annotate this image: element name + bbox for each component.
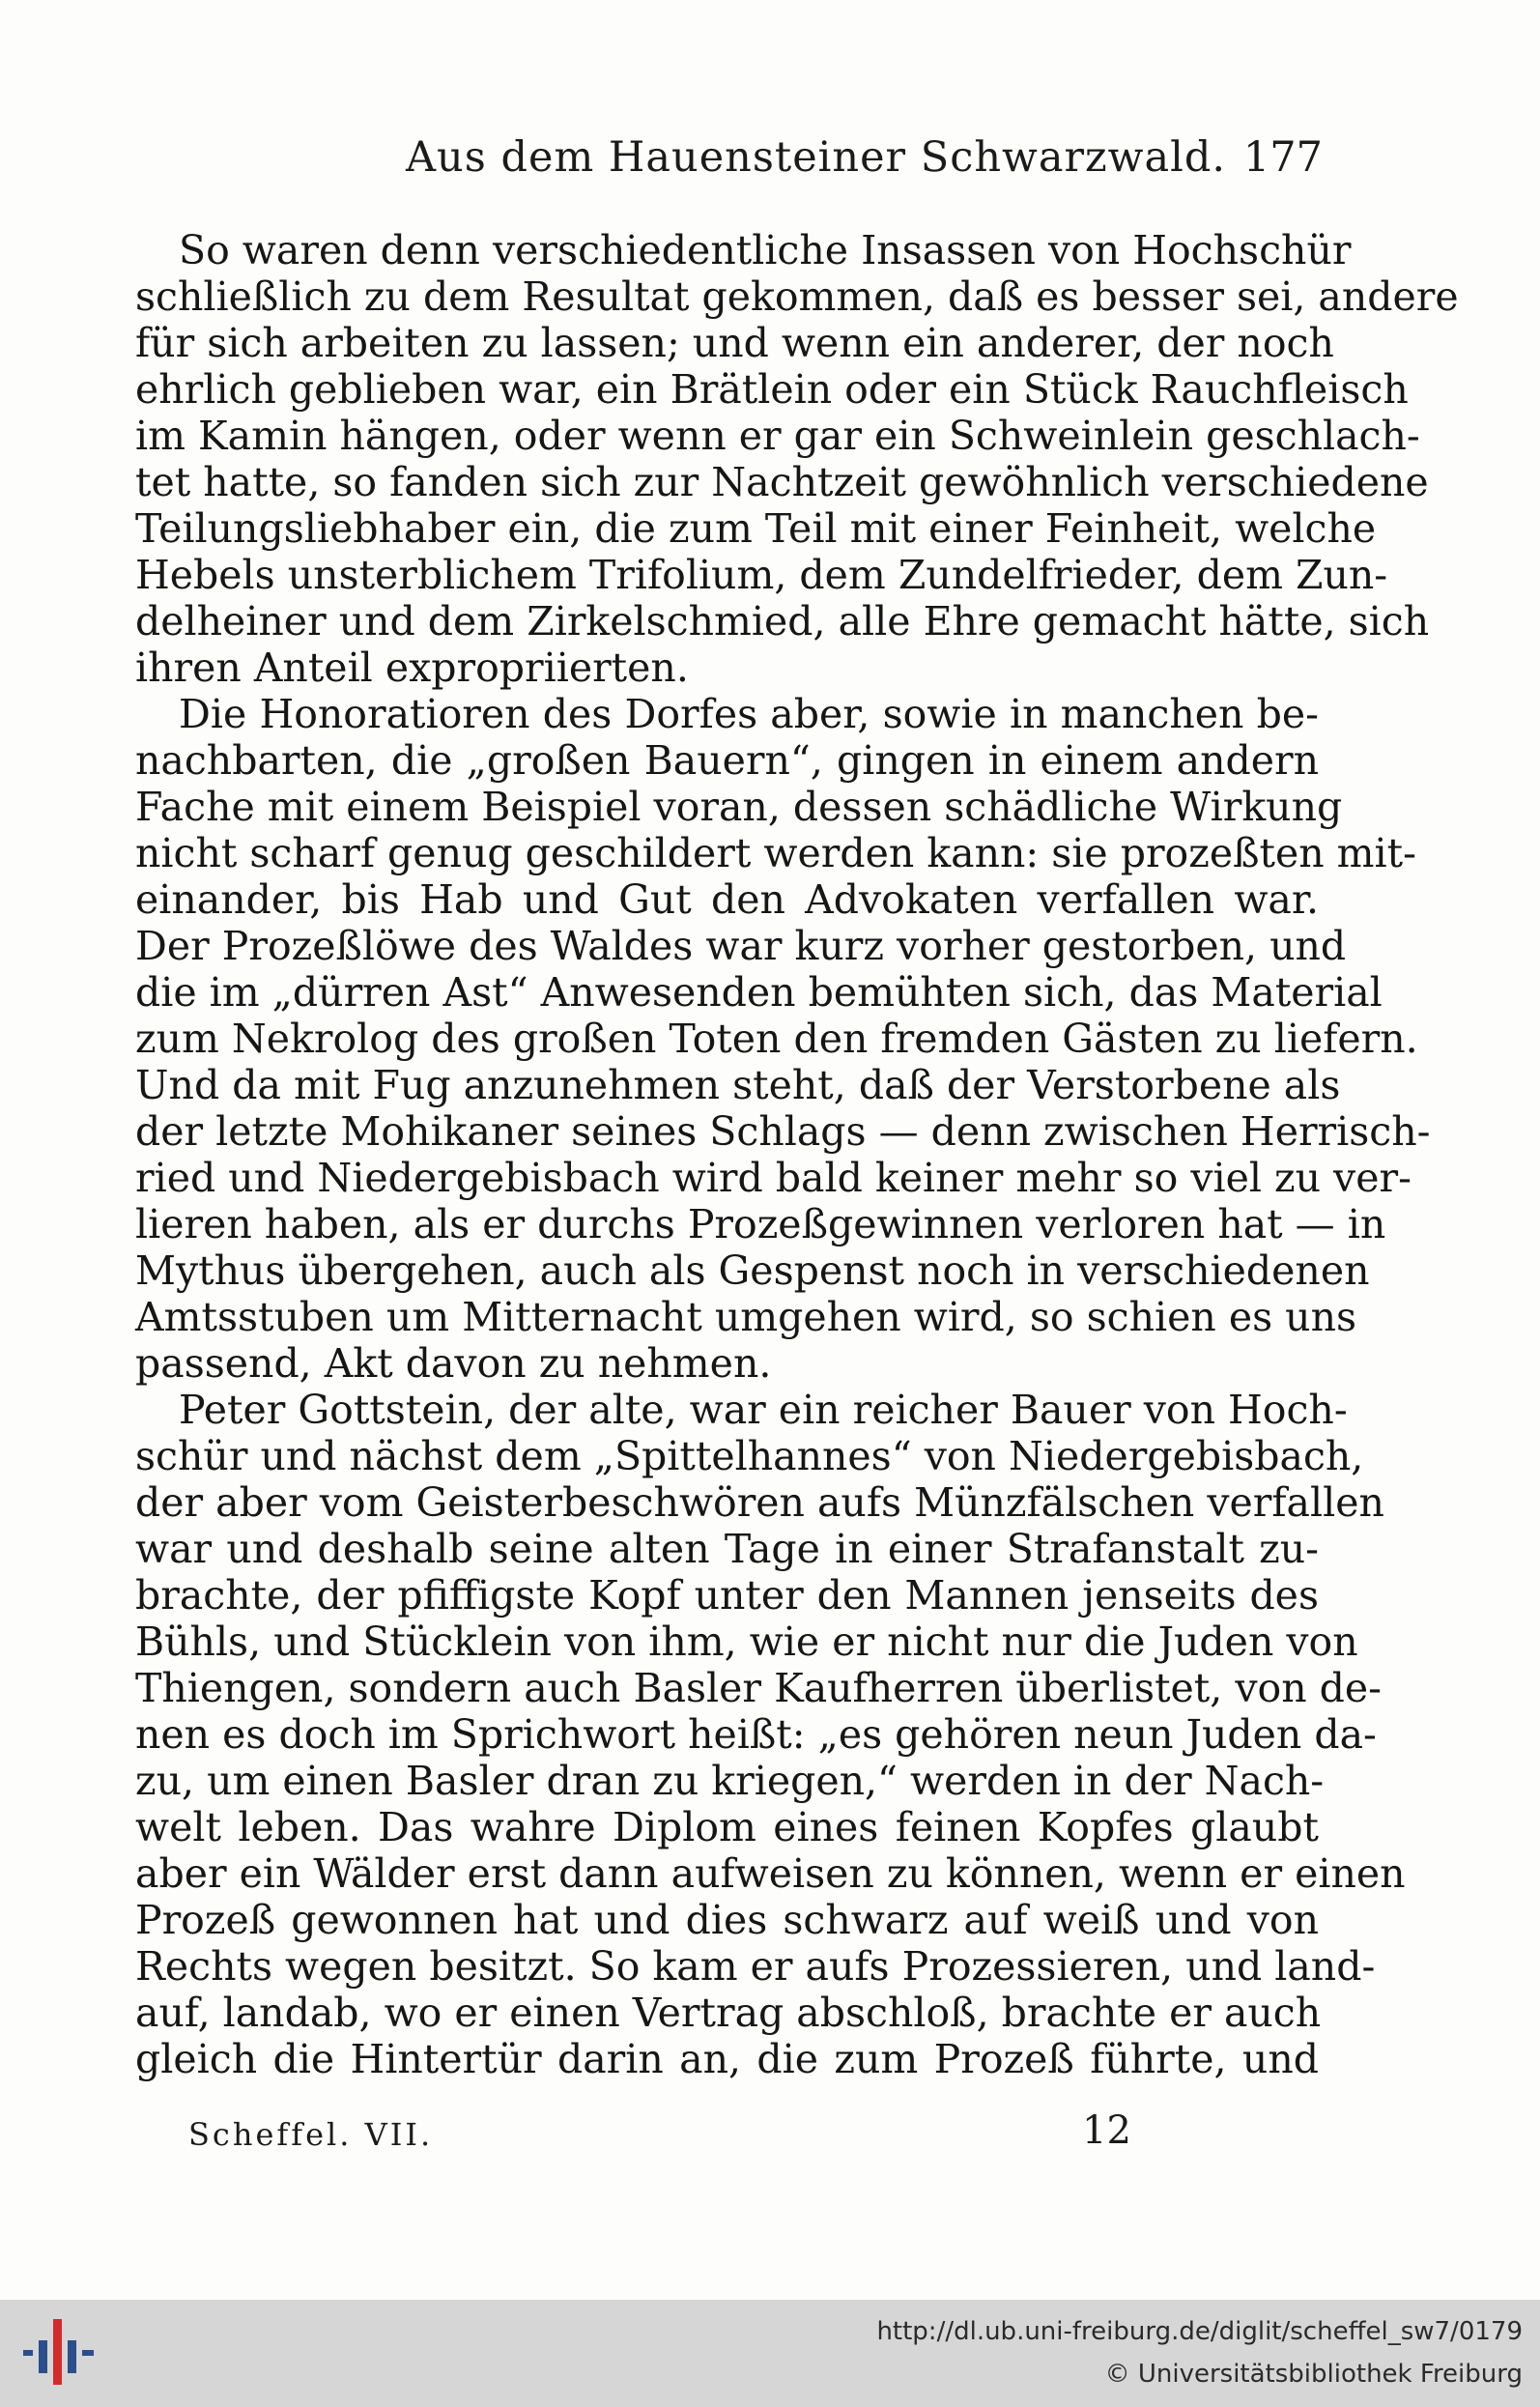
text-line: der letzte Mohikaner seines Schlags — denn zwischen Herrisch- — [135, 1108, 1431, 1155]
text-line: der aber vom Geisterbeschwören aufs Münzfälschen verfallen — [135, 1479, 1384, 1526]
text-line: war und deshalb seine alten Tage in einer Strafanstalt zu- — [135, 1526, 1319, 1572]
text-line: brachte, der pfiffigste Kopf unter den Mannen jenseits des — [135, 1572, 1319, 1619]
text-line: Teilungsliebhaber ein, die zum Teil mit einer Feinheit, welche — [135, 505, 1377, 552]
text-line: Rechts wegen besitzt. So kam er aufs Prozessieren, und land- — [135, 1943, 1376, 1990]
text-line: Peter Gottstein, der alte, war ein reicher Bauer von Hoch- — [179, 1387, 1348, 1433]
text-line: ried und Niedergebisbach wird bald keiner mehr so viel zu ver- — [135, 1155, 1412, 1201]
text-line: Prozeß gewonnen hat und dies schwarz auf weiß und von — [135, 1897, 1319, 1943]
permalink-url[interactable]: http://dl.ub.uni-freiburg.de/diglit/scheffel_sw7/0179 — [876, 2317, 1523, 2346]
text-line: lieren haben, als er durchs Prozeßgewinnen verloren hat — in — [135, 1201, 1386, 1247]
text-line: aber ein Wälder erst dann aufweisen zu können, wenn er einen — [135, 1850, 1406, 1897]
text-line: nachbarten, die „großen Bauern“, gingen in einem andern — [135, 737, 1319, 784]
text-line: zu, um einen Basler dran zu kriegen,“ werden in der Nach- — [135, 1758, 1325, 1804]
text-line: Hebels unsterblichem Trifolium, dem Zundelfrieder, dem Zun- — [135, 552, 1388, 598]
text-line: für sich arbeiten zu lassen; und wenn ein anderer, der noch — [135, 320, 1334, 366]
body-text — [135, 227, 1459, 2082]
text-line: delheiner und dem Zirkelschmied, alle Ehre gemacht hätte, sich — [135, 598, 1430, 645]
text-line: ihren Anteil expropriierten. — [135, 645, 689, 691]
text-line: einander, bis Hab und Gut den Advokaten verfallen war. — [135, 876, 1319, 923]
text-line: Mythus übergehen, auch als Gespenst noch in verschiedenen — [135, 1247, 1370, 1294]
repository-footer-bar — [0, 2300, 1540, 2407]
text-line: So waren denn verschiedentliche Insassen von Hochschür — [179, 227, 1352, 273]
text-line: nen es doch im Sprichwort heißt: „es gehören neun Juden da- — [135, 1711, 1377, 1758]
text-line: die im „dürren Ast“ Anwesenden bemühten sich, das Material — [135, 969, 1383, 1016]
text-line: tet hatte, so fanden sich zur Nachtzeit gewöhnlich verschiedene — [135, 459, 1429, 505]
text-line: auf, landab, wo er einen Vertrag abschloß, brachte er auch — [135, 1990, 1322, 2036]
text-line: Der Prozeßlöwe des Waldes war kurz vorher gestorben, und — [135, 923, 1347, 969]
text-line: Fache mit einem Beispiel voran, dessen schädliche Wirkung — [135, 784, 1343, 830]
text-line: Die Honoratioren des Dorfes aber, sowie in manchen be- — [179, 691, 1319, 737]
text-line: ehrlich geblieben war, ein Brätlein oder ein Stück Rauchfleisch — [135, 366, 1409, 413]
page-number: 177 — [1242, 133, 1323, 182]
text-line: Amtsstuben um Mitternacht umgehen wird, so schien es uns — [135, 1294, 1357, 1340]
text-line: welt leben. Das wahre Diplom eines feinen Kopfes glaubt — [135, 1804, 1319, 1850]
text-line: nicht scharf genug geschildert werden kann: sie prozeßten mit- — [135, 830, 1416, 876]
text-line: im Kamin hängen, oder wenn er gar ein Schweinlein geschlach- — [135, 413, 1420, 459]
text-line: Und da mit Fug anzunehmen steht, daß der Verstorbene als — [135, 1062, 1341, 1108]
text-line: passend, Akt davon zu nehmen. — [135, 1340, 772, 1387]
copyright-notice: © Universitätsbibliothek Freiburg — [1104, 2360, 1523, 2389]
sheet-number: 12 — [1082, 2108, 1131, 2153]
text-line: schür und nächst dem „Spittelhannes“ von Niedergebisbach, — [135, 1433, 1364, 1479]
text-line: schließlich zu dem Resultat gekommen, daß es besser sei, andere — [135, 273, 1459, 320]
text-line: Thiengen, sondern auch Basler Kaufherren überlistet, von de- — [135, 1665, 1382, 1711]
text-line: zum Nekrolog des großen Toten den fremden Gästen zu liefern. — [135, 1016, 1418, 1062]
text-line: gleich die Hintertür darin an, die zum Prozeß führte, und — [135, 2036, 1319, 2082]
printer-signature: Scheffel. VII. — [188, 2116, 434, 2153]
ub-freiburg-logo-icon[interactable] — [21, 2313, 99, 2391]
running-title: Aus dem Hauensteiner Schwarzwald. — [406, 133, 1227, 182]
text-line: Bühls, und Stücklein von ihm, wie er nicht nur die Juden von — [135, 1619, 1358, 1665]
